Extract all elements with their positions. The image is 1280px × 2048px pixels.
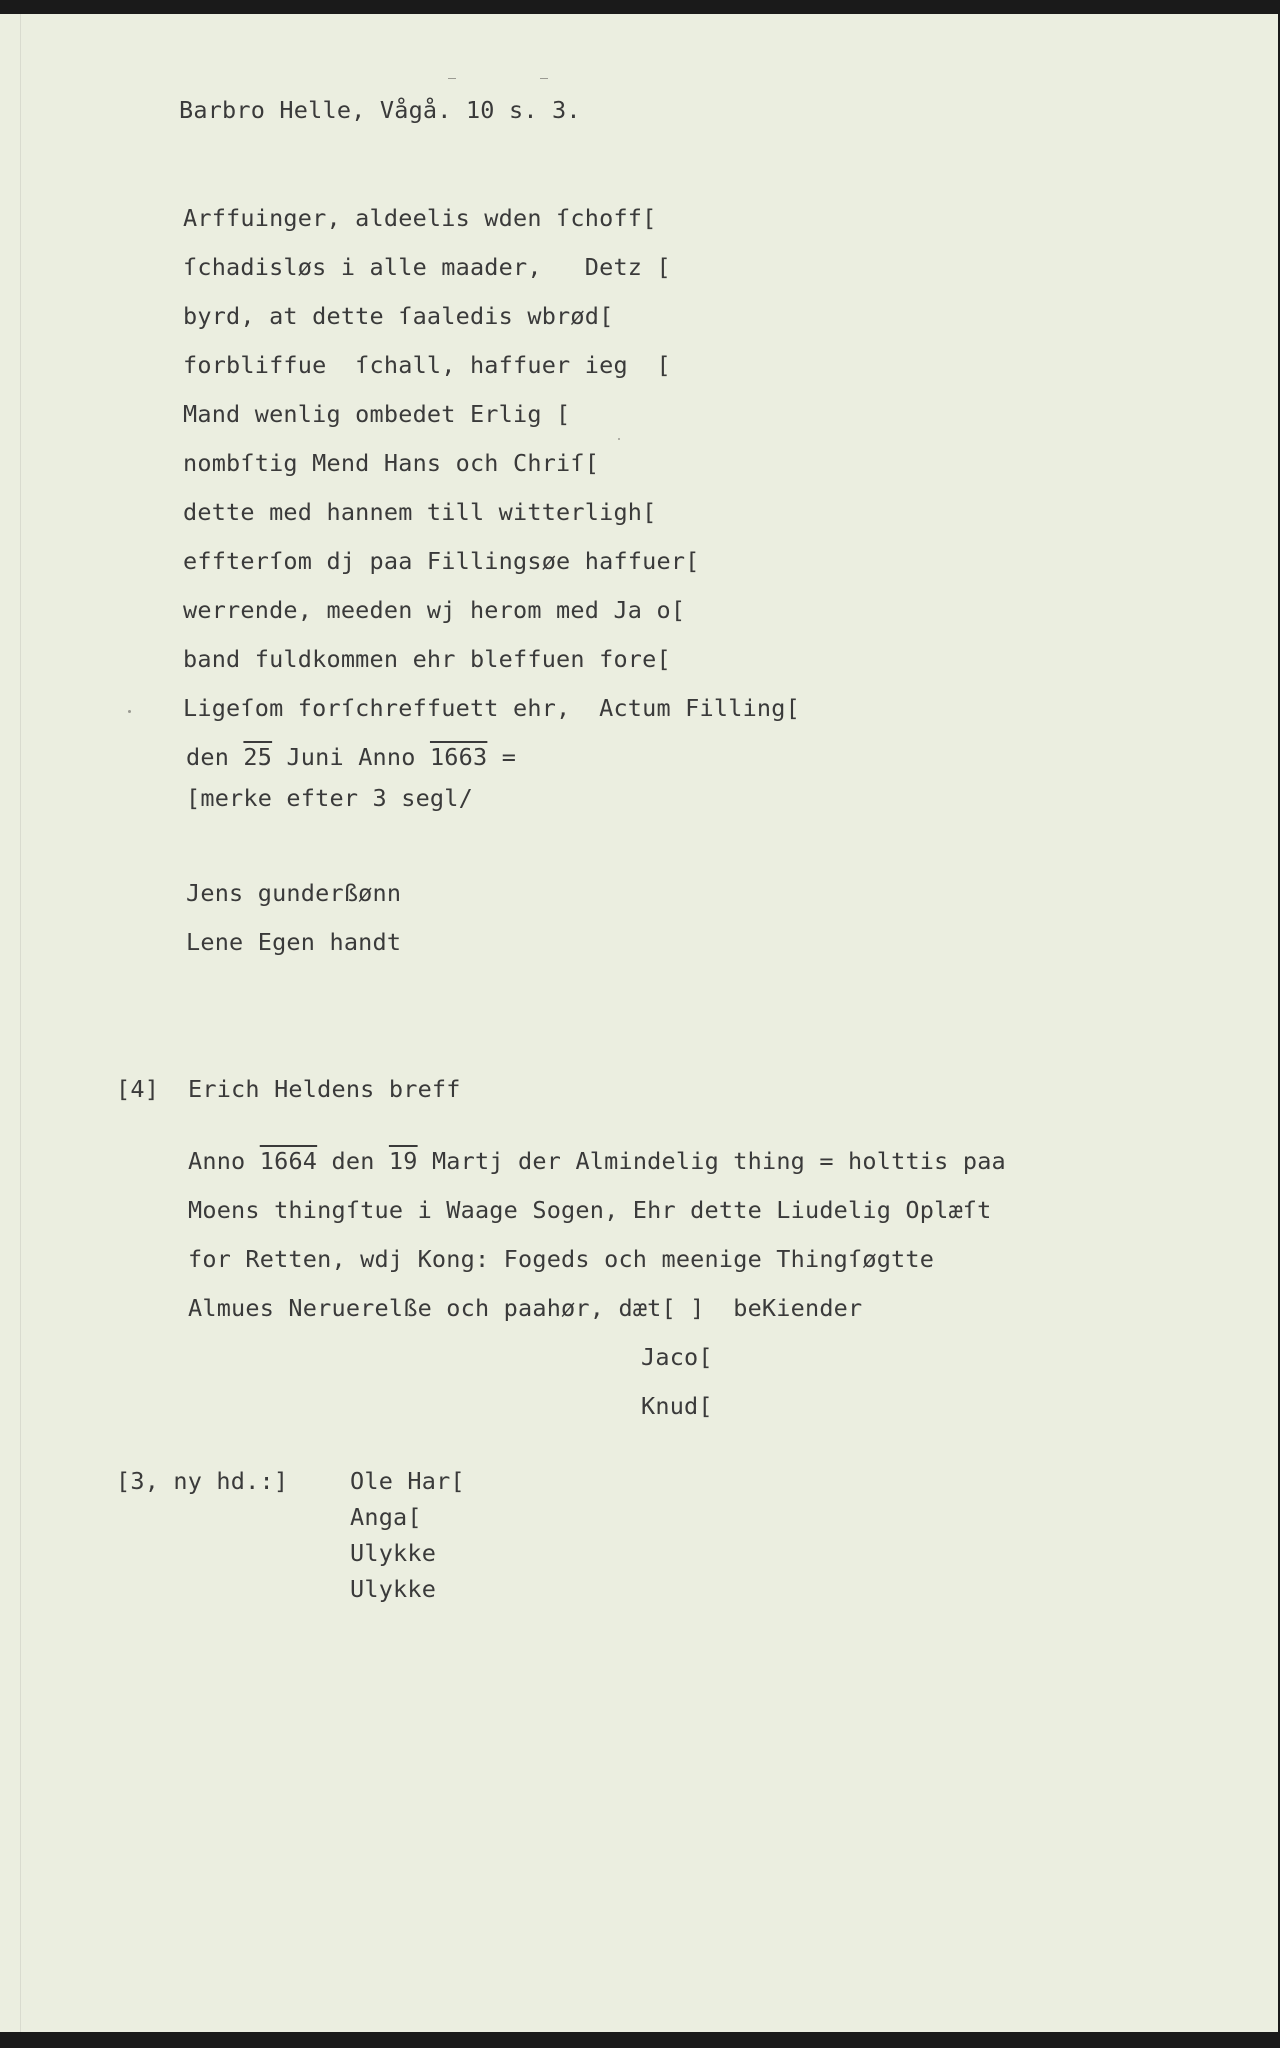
text-line: Mand wenlig ombedet Erlig [ [183, 400, 571, 428]
scan-speck [448, 78, 456, 79]
text-line: Moens thingſtue i Waage Sogen, Ehr dette Liudelig Oplæſt [188, 1196, 992, 1224]
signature-line: Lene Egen handt [186, 928, 402, 956]
page-edge-line [20, 14, 21, 2032]
scan-speck [128, 710, 131, 713]
date-day: 25 [243, 743, 273, 771]
name-line: Ole Har[ [350, 1467, 465, 1495]
hand-note: [3, ny hd.:] [116, 1467, 289, 1495]
section-heading: Erich Heldens breff [188, 1075, 461, 1103]
text-line: werrende, meeden wj herom med Ja o[ [183, 596, 686, 624]
name-line: Ulykke [350, 1575, 437, 1603]
text-line: Almues Neruerelße och paahør, dæt[ ] beKiender [188, 1294, 863, 1322]
scan-speck [618, 438, 620, 440]
name-line: Knud[ [641, 1392, 713, 1420]
date-year: 1663 [429, 743, 488, 771]
document-page [0, 14, 1278, 2032]
text-line: Ligeſom forſchreffuett ehr, Actum Filling[ [183, 694, 800, 722]
text-line: dette med hannem till witterligh[ [183, 498, 657, 526]
date-middle: Juni Anno [272, 743, 430, 771]
date-line [186, 743, 517, 771]
name-line: Jaco[ [641, 1343, 713, 1371]
text-line [188, 1147, 1006, 1175]
text-line: effterſom dj paa Fillingsøe haffuer[ [183, 547, 700, 575]
name-line: Anga[ [350, 1503, 422, 1531]
text-line: nombſtig Mend Hans och Chriſ[ [183, 449, 600, 477]
text-line: for Retten, wdj Kong: Fogeds och meenige Thingſøgtte [188, 1245, 935, 1273]
page-title: Barbro Helle, Vågå. 10 s. 3. [179, 96, 581, 124]
signature-line: Jens gunderßønn [186, 879, 402, 907]
text-line: forbliffue ſchall, haffuer ieg [ [183, 351, 671, 379]
text-line: byrd, at dette ſaaledis wbrød[ [183, 302, 614, 330]
name-line: Ulykke [350, 1539, 437, 1567]
anno-day: 19 [388, 1147, 418, 1175]
section-number: [4] [116, 1075, 160, 1103]
anno-year: 1664 [259, 1147, 318, 1175]
seal-note: [merke efter 3 segl/ [186, 784, 473, 812]
anno-prefix: Anno [188, 1147, 260, 1175]
anno-suffix: Martj der Almindelig thing = holttis paa [417, 1147, 1006, 1175]
date-prefix: den [186, 743, 244, 771]
scan-speck [540, 78, 548, 79]
text-line: ſchadisløs i alle maader, Detz [ [183, 253, 671, 281]
text-line: Arffuinger, aldeelis wden ſchoff[ [183, 204, 657, 232]
date-suffix: = [487, 743, 517, 771]
text-line: band fuldkommen ehr bleffuen fore[ [183, 645, 671, 673]
anno-middle: den [317, 1147, 389, 1175]
